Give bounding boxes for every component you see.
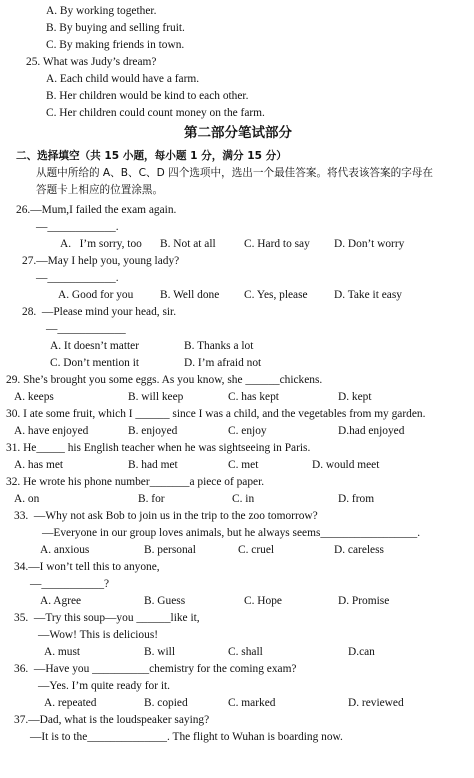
q33-option-b: B. personal	[144, 544, 196, 556]
q26-option-b: B. Not at all	[160, 238, 216, 250]
q34-stem: 34.—I won’t tell this to anyone,	[14, 561, 160, 573]
q33-option-c: C. cruel	[238, 544, 275, 556]
q26-reply: —____________.	[36, 221, 119, 233]
q35-option-c: C. shall	[228, 646, 263, 658]
q26-stem: 26.—Mum,I failed the exam again.	[16, 204, 177, 216]
q34-option-c: C. Hope	[244, 595, 282, 607]
q30-option-d: D.had enjoyed	[338, 425, 405, 437]
q35-stem: 35. —Try this soup—you ______like it,	[14, 612, 200, 624]
q29-option-c: C. has kept	[228, 391, 279, 403]
q26-option-d: D. Don’t worry	[334, 238, 405, 250]
section-title: 二、选择填空（共 15 小题，每小题 1 分，满分 15 分）	[16, 150, 287, 162]
q33-reply: —Everyone in our group loves animals, but he always seems_________________.	[42, 527, 421, 539]
q36-option-a: A. repeated	[44, 697, 97, 709]
q32-option-c: C. in	[232, 493, 255, 505]
q24-option-b: B. By buying and selling fruit.	[46, 22, 185, 34]
q36-reply: —Yes. I’m quite ready for it.	[38, 680, 171, 692]
q36-option-b: B. copied	[144, 697, 188, 709]
q27-option-d: D. Take it easy	[334, 289, 402, 301]
q35-reply: —Wow! This is delicious!	[38, 629, 159, 641]
q31-option-b: B. had met	[128, 459, 178, 471]
q34-reply: —___________?	[30, 578, 110, 590]
q30-option-a: A. have enjoyed	[14, 425, 89, 437]
q25-option-c: C. Her children could count money on the farm.	[46, 107, 265, 119]
q30-option-b: B. enjoyed	[128, 425, 178, 437]
q36-option-d: D. reviewed	[348, 697, 404, 709]
q33-stem: 33. —Why not ask Bob to join us in the trip to the zoo tomorrow?	[14, 510, 318, 522]
q32-option-d: D. from	[338, 493, 375, 505]
q34-option-a: A. Agree	[40, 595, 82, 607]
q37-stem: 37.—Dad, what is the loudspeaker saying?	[14, 714, 210, 726]
q30-stem: 30. I ate some fruit, which I ______ since I was a child, and the vegetables from my garden.	[6, 408, 426, 420]
q24-option-c: C. By making friends in town.	[46, 39, 185, 51]
q27-stem: 27.—May I help you, young lady?	[22, 255, 180, 267]
q29-option-d: D. kept	[338, 391, 372, 403]
q26-option-a: A. I’m sorry, too	[60, 238, 142, 250]
q31-option-d: D. would meet	[312, 459, 380, 471]
q35-option-a: A. must	[44, 646, 81, 658]
q33-option-d: D. careless	[334, 544, 384, 556]
q25-stem: 25. What was Judy’s dream?	[26, 56, 157, 68]
q28-reply: —____________	[46, 323, 126, 335]
part2-title: 第二部分笔试部分	[184, 125, 292, 141]
q29-stem: 29. She’s brought you some eggs. As you know, she ______chickens.	[6, 374, 323, 386]
q29-option-b: B. will keep	[128, 391, 184, 403]
q33-option-a: A. anxious	[40, 544, 90, 556]
q28-stem: 28. —Please mind your head, sir.	[22, 306, 177, 318]
q30-option-c: C. enjoy	[228, 425, 267, 437]
q29-option-a: A. keeps	[14, 391, 54, 403]
q28-option-d: D. I’m afraid not	[184, 357, 262, 369]
q27-option-b: B. Well done	[160, 289, 220, 301]
q28-option-b: B. Thanks a lot	[184, 340, 254, 352]
q28-option-c: C. Don’t mention it	[50, 357, 140, 369]
q31-option-a: A. has met	[14, 459, 64, 471]
q31-option-c: C. met	[228, 459, 259, 471]
q32-option-a: A. on	[14, 493, 40, 505]
q26-option-c: C. Hard to say	[244, 238, 310, 250]
q25-option-b: B. Her children would be kind to each other.	[46, 90, 249, 102]
q32-stem: 32. He wrote his phone number_______a piece of paper.	[6, 476, 265, 488]
q35-option-d: D.can	[348, 646, 375, 658]
q32-option-b: B. for	[138, 493, 165, 505]
q34-option-b: B. Guess	[144, 595, 186, 607]
section-instruction-line2: 答题卡上相应的位置涂黑。	[36, 184, 164, 196]
q36-option-c: C. marked	[228, 697, 276, 709]
q35-option-b: B. will	[144, 646, 176, 658]
q24-option-a: A. By working together.	[46, 5, 157, 17]
section-instruction-line1: 从题中所给的 A、B、C、D 四个选项中，选出一个最佳答案。将代表该答案的字母在	[36, 167, 433, 179]
q25-option-a: A. Each child would have a farm.	[46, 73, 200, 85]
q36-stem: 36. —Have you __________chemistry for the coming exam?	[14, 663, 297, 675]
q31-stem: 31. He_____ his English teacher when he was sightseeing in Paris.	[6, 442, 311, 454]
q28-option-a: A. It doesn’t matter	[50, 340, 139, 352]
q34-option-d: D. Promise	[338, 595, 390, 607]
q27-reply: —____________.	[36, 272, 119, 284]
q27-option-a: A. Good for you	[58, 289, 134, 301]
q27-option-c: C. Yes, please	[244, 289, 308, 301]
q37-reply: —It is to the______________. The flight to Wuhan is boarding now.	[30, 731, 343, 743]
